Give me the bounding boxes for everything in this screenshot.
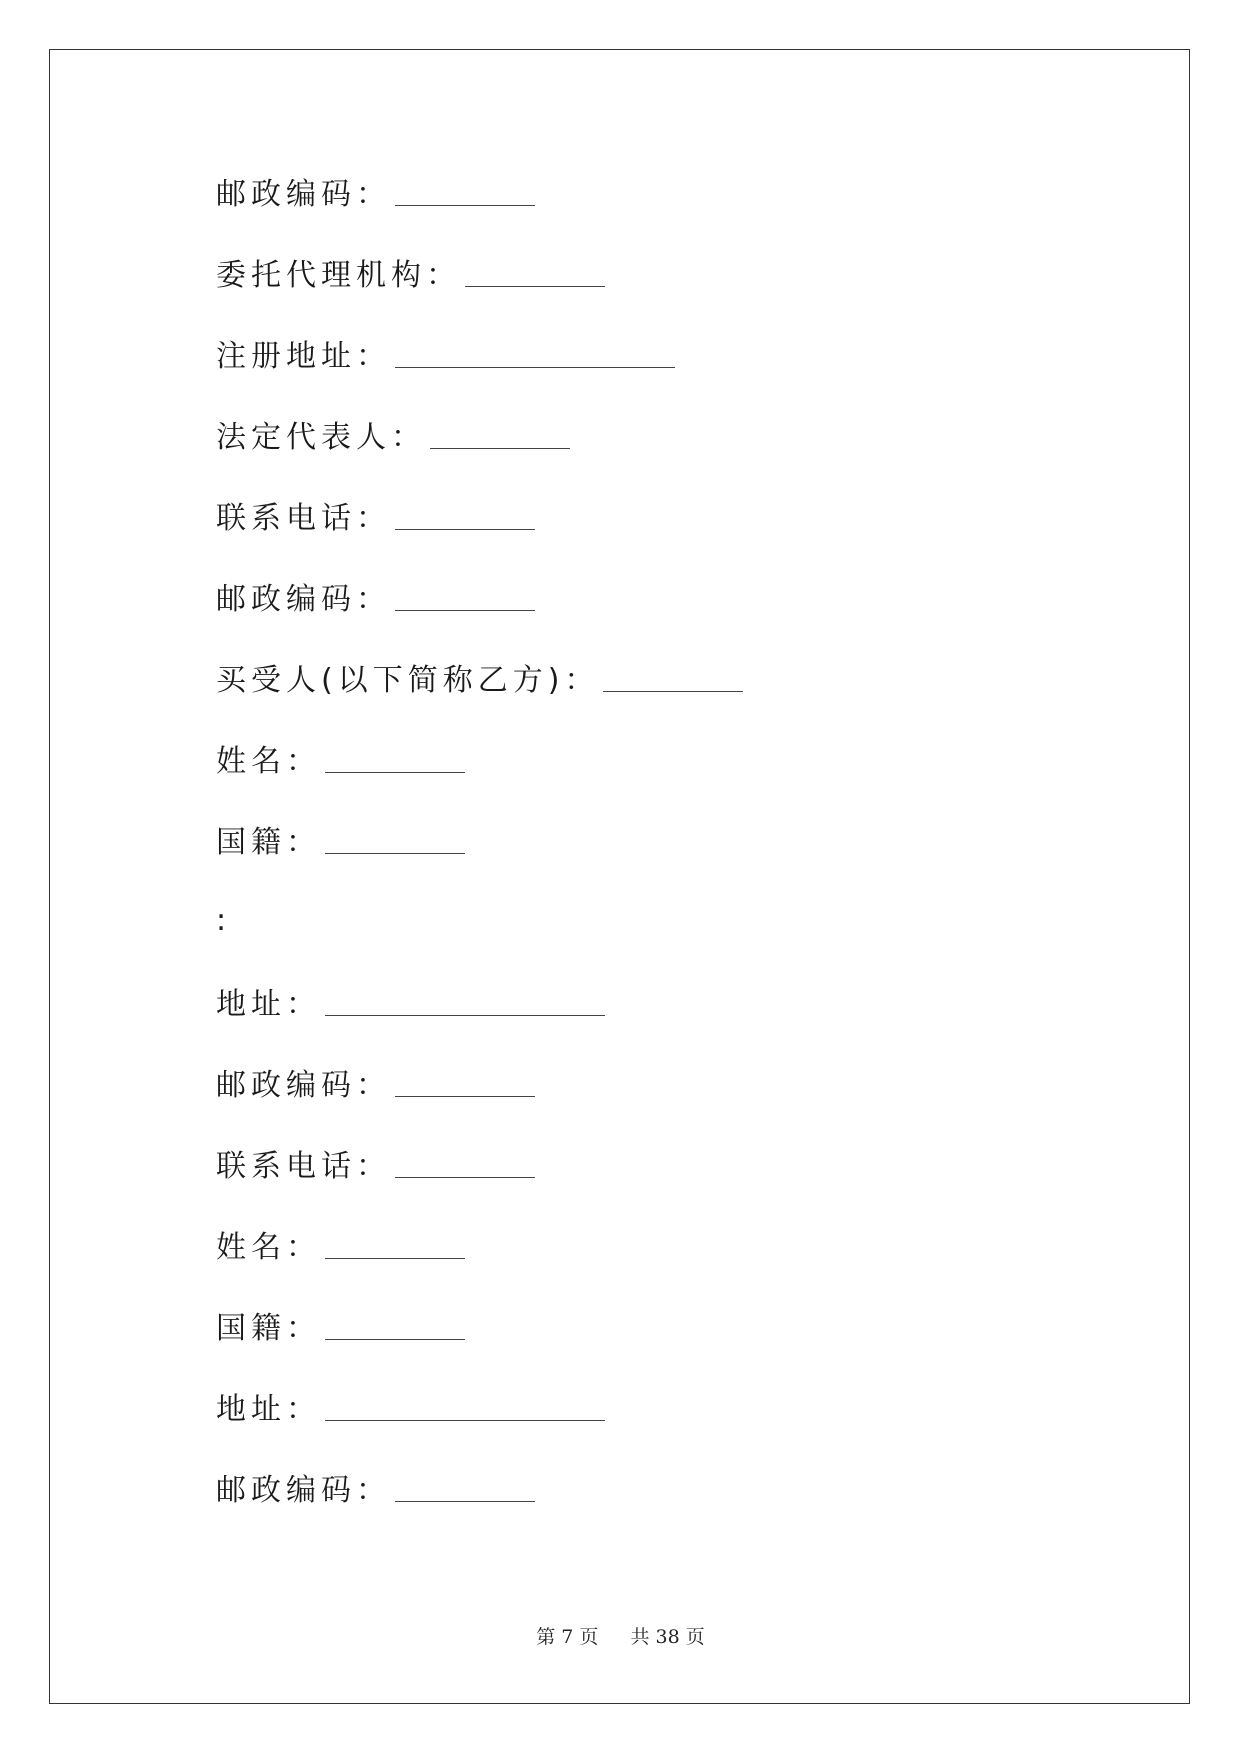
- field-label: 邮政编码：: [216, 177, 391, 212]
- form-line-colon: [216, 895, 231, 945]
- fill-blank[interactable]: [395, 204, 535, 206]
- form-line-nationality-1: [216, 814, 465, 864]
- field-label: 买受人(以下简称乙方)：: [216, 663, 600, 698]
- fill-blank[interactable]: [430, 447, 570, 449]
- form-line-buyer: [216, 652, 743, 702]
- page-number: 第 7 页: [536, 1626, 599, 1648]
- field-label: 注册地址：: [216, 339, 391, 374]
- fill-blank[interactable]: [395, 609, 535, 611]
- fill-blank[interactable]: [325, 1257, 465, 1259]
- form-line-postcode-4: [216, 1462, 535, 1512]
- form-line-address-1: [216, 976, 605, 1026]
- form-line-postcode-1: [216, 166, 535, 216]
- field-label: 邮政编码：: [216, 1068, 391, 1103]
- form-line-phone-1: [216, 490, 535, 540]
- field-label: 委托代理机构：: [216, 258, 461, 293]
- fill-blank[interactable]: [325, 771, 465, 773]
- field-label: 邮政编码：: [216, 1473, 391, 1508]
- fill-blank[interactable]: [395, 528, 535, 530]
- fill-blank[interactable]: [325, 1419, 605, 1421]
- field-label: 法定代表人：: [216, 420, 426, 455]
- form-line-address-2: [216, 1381, 605, 1431]
- form-line-agency: [216, 247, 605, 297]
- form-line-postcode-2: [216, 571, 535, 621]
- form-line-phone-2: [216, 1138, 535, 1188]
- field-label: 国籍：: [216, 1311, 321, 1346]
- form-line-name-1: [216, 733, 465, 783]
- field-label: 国籍：: [216, 825, 321, 860]
- fill-blank[interactable]: [395, 1176, 535, 1178]
- fill-blank[interactable]: [465, 285, 605, 287]
- fill-blank[interactable]: [325, 1014, 605, 1016]
- field-label: 姓名：: [216, 1230, 321, 1265]
- form-line-nationality-2: [216, 1300, 465, 1350]
- page-footer: [0, 1622, 1241, 1649]
- form-line-registered-address: [216, 328, 675, 378]
- field-label: 姓名：: [216, 744, 321, 779]
- form-line-name-2: [216, 1219, 465, 1269]
- field-label: :: [216, 902, 232, 938]
- fill-blank[interactable]: [395, 366, 675, 368]
- fill-blank[interactable]: [603, 690, 743, 692]
- form-line-legal-rep: [216, 409, 570, 459]
- field-label: 联系电话：: [216, 1149, 391, 1184]
- field-label: 地址：: [216, 987, 321, 1022]
- fill-blank[interactable]: [325, 852, 465, 854]
- fill-blank[interactable]: [395, 1500, 535, 1502]
- form-line-postcode-3: [216, 1057, 535, 1107]
- field-label: 联系电话：: [216, 501, 391, 536]
- page-border: [49, 49, 1190, 1704]
- field-label: 地址：: [216, 1392, 321, 1427]
- fill-blank[interactable]: [395, 1095, 535, 1097]
- page-total: 共 38 页: [630, 1626, 705, 1648]
- fill-blank[interactable]: [325, 1338, 465, 1340]
- field-label: 邮政编码：: [216, 582, 391, 617]
